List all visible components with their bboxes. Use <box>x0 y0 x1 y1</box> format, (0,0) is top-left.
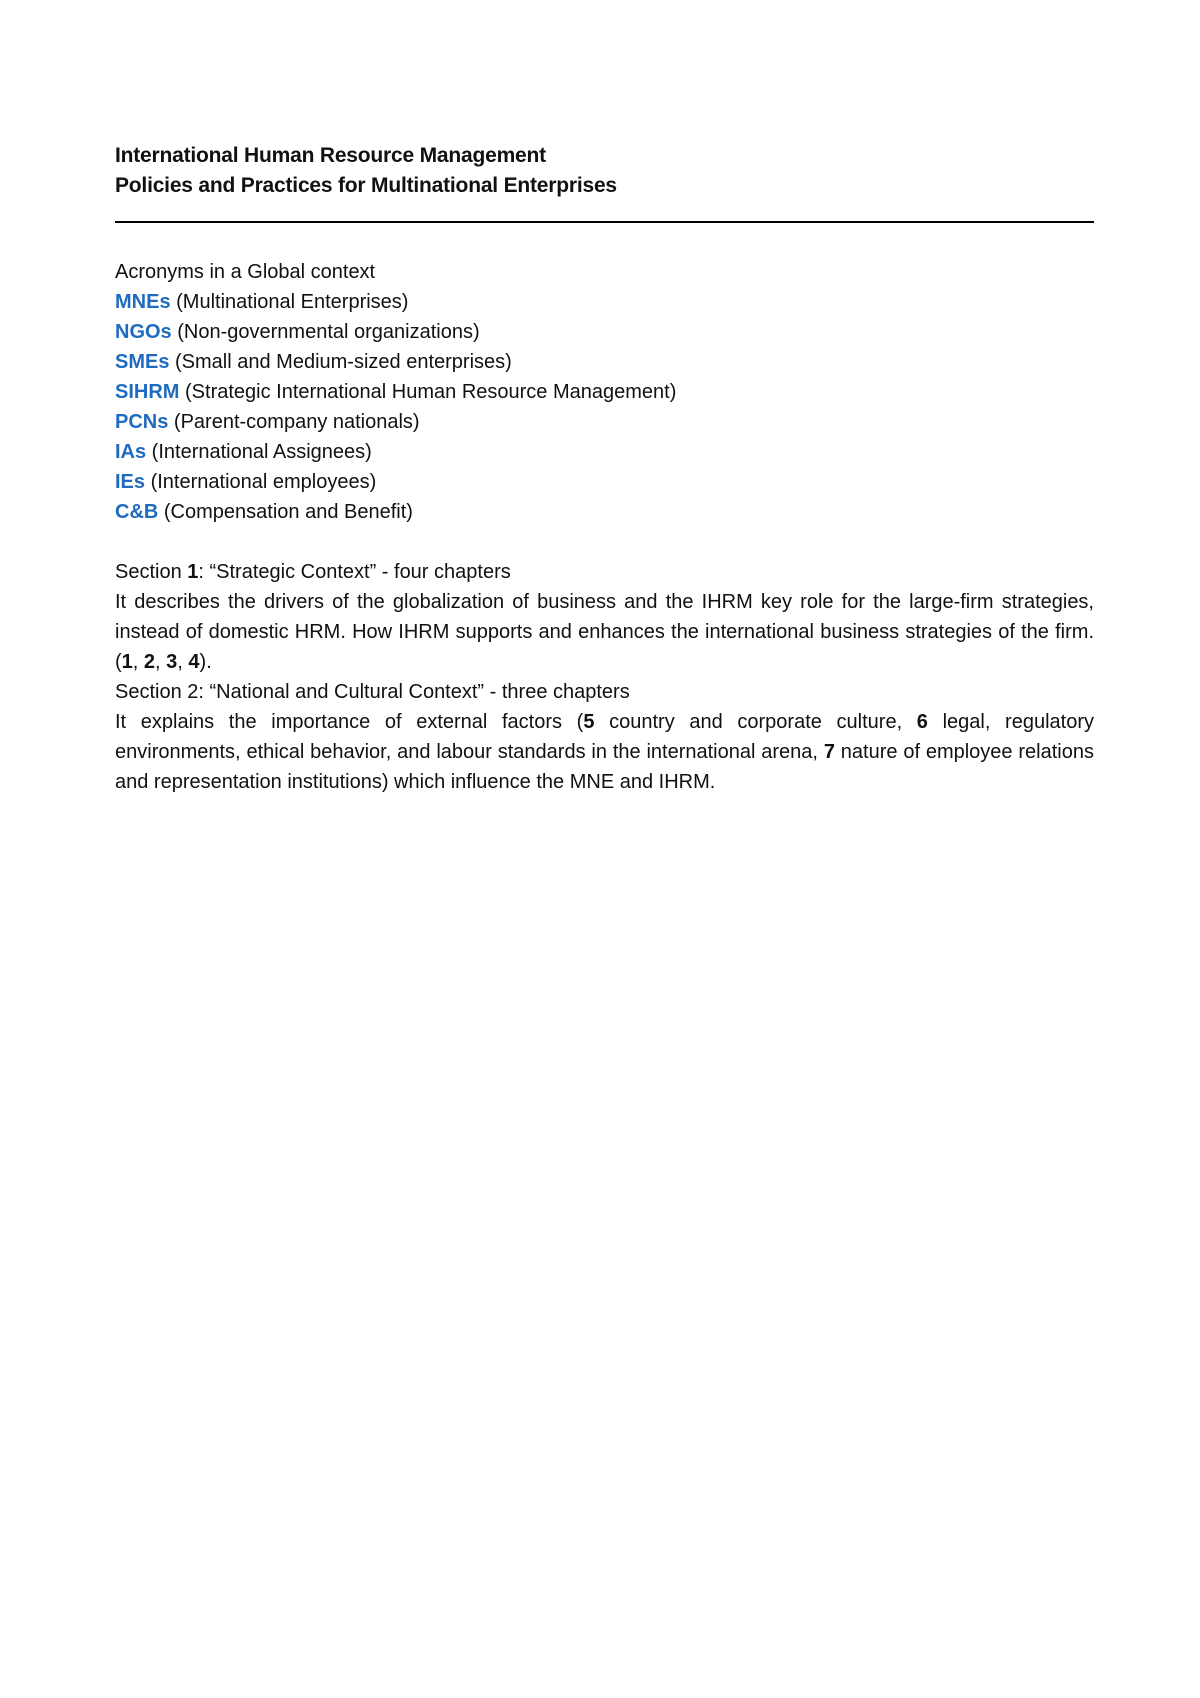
chapter-ref-7: 7 <box>823 741 835 763</box>
document-content <box>115 141 1094 797</box>
section1-label: Section <box>115 561 188 583</box>
horizontal-divider <box>115 221 1094 223</box>
section1-number: 1 <box>187 561 199 583</box>
acronym-abbr: C&B <box>115 501 159 523</box>
acronym-abbr: MNEs <box>115 291 171 313</box>
chapter-ref-5: 5 <box>583 711 595 733</box>
chapter-separator: , <box>132 651 144 673</box>
section1-body: It describes the drivers of the globalization of business and the IHRM key role for the large-firm strategies, instead of domestic HRM. How IHRM supports and enhances the international business strategies of the firm. ( <box>115 591 1094 673</box>
chapter-ref-3: 3 <box>166 651 178 673</box>
chapter-ref-6: 6 <box>916 711 928 733</box>
acronym-item <box>115 347 1094 377</box>
section1-description <box>115 587 1094 677</box>
acronym-abbr: IAs <box>115 441 147 463</box>
acronym-expansion: (Multinational Enterprises) <box>170 291 409 313</box>
acronym-expansion: (International employees) <box>145 471 377 493</box>
acronym-heading: Acronyms in a Global context <box>115 261 376 283</box>
acronym-abbr: NGOs <box>115 321 172 343</box>
section2-body-start: It explains the importance of external factors ( <box>115 711 584 733</box>
section2-heading: Section 2: “National and Cultural Context” - three chapters <box>115 681 630 703</box>
sections-block <box>115 557 1094 797</box>
acronym-item <box>115 467 1094 497</box>
chapter-separator: , <box>155 651 167 673</box>
acronym-abbr: PCNs <box>115 411 169 433</box>
acronym-item <box>115 437 1094 467</box>
acronym-item <box>115 497 1094 527</box>
section2-description <box>115 707 1094 797</box>
document-subtitle: Policies and Practices for Multinational Enterprises <box>115 174 617 197</box>
section1-title: : “Strategic Context” - four chapters <box>198 561 511 583</box>
acronym-expansion: (Compensation and Benefit) <box>158 501 413 523</box>
acronym-expansion: (Parent-company nationals) <box>168 411 420 433</box>
section1-heading <box>115 557 1094 587</box>
acronym-abbr: IEs <box>115 471 146 493</box>
acronym-item <box>115 407 1094 437</box>
acronym-expansion: (Small and Medium-sized enterprises) <box>169 351 512 373</box>
acronym-abbr: SMEs <box>115 351 170 373</box>
chapter-separator: , <box>177 651 189 673</box>
section2-text-6: legal, regulatory environments, ethical behavior, and labour standards in the international arena, <box>115 711 1094 763</box>
chapter-ref-4: 4 <box>188 651 200 673</box>
acronym-item <box>115 287 1094 317</box>
acronym-abbr: SIHRM <box>115 381 180 403</box>
acronym-expansion: (International Assignees) <box>146 441 372 463</box>
acronym-list <box>115 257 1094 527</box>
acronym-item <box>115 377 1094 407</box>
chapter-ref-1: 1 <box>121 651 133 673</box>
acronym-expansion: (Strategic International Human Resource Management) <box>179 381 677 403</box>
chapter-ref-2: 2 <box>143 651 156 673</box>
section2-text-5: country and corporate culture, <box>594 711 917 733</box>
acronym-item <box>115 317 1094 347</box>
acronym-expansion: (Non-governmental organizations) <box>171 321 480 343</box>
document-title: International Human Resource Management <box>115 144 546 167</box>
section1-body-end: ). <box>199 651 212 673</box>
section2-text-7: nature of employee relations and representation institutions) which influence the MNE and IHRM. <box>115 741 1094 793</box>
